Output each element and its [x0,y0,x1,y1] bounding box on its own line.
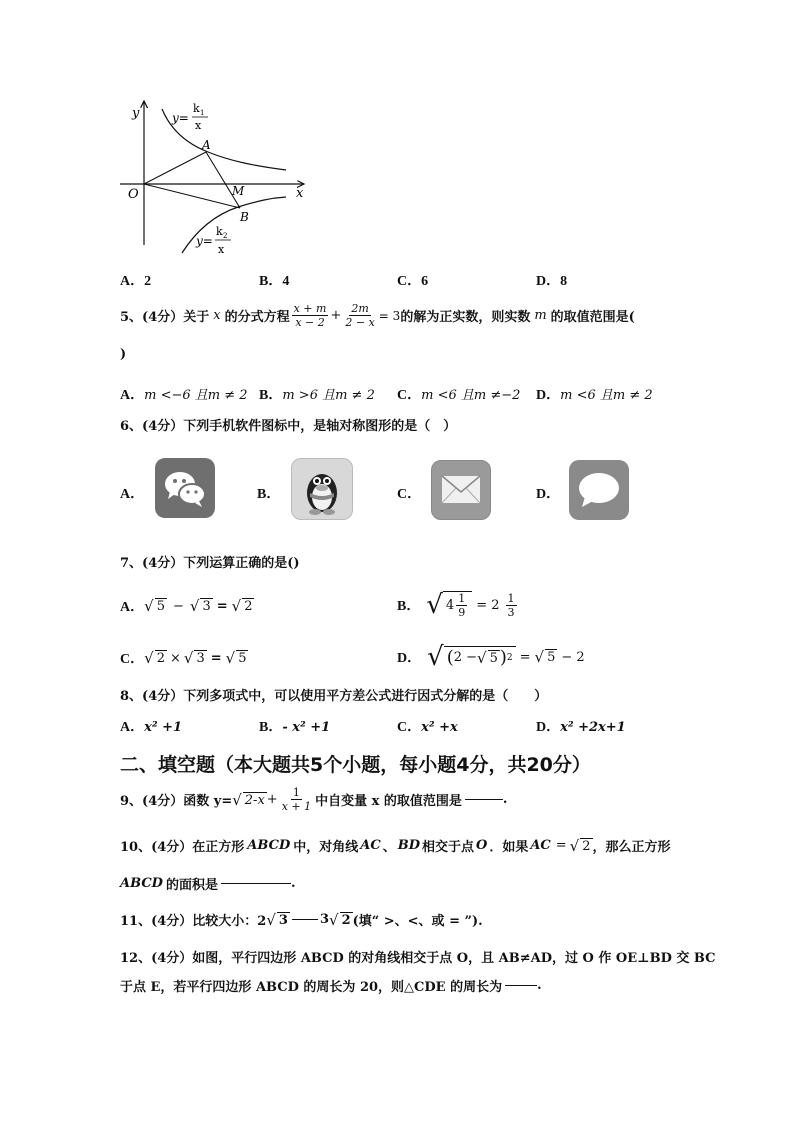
q12-answer-blank[interactable] [505,985,537,986]
q12-line-2: 于点 E，若平行四边形 ABCD 的周长为 20，则△CDE 的周长为 . [120,978,542,995]
bot-eq-sub: 2 [223,232,228,240]
q8-option-a[interactable]: A．x² +1 [120,720,183,735]
q7-option-c[interactable]: C． √ 2 × √ 3 = √ 5 [120,649,247,667]
q5-option-d[interactable]: D．m <6 且m ≠ 2 [536,388,653,403]
q8-option-c[interactable]: C．x² +x [397,720,458,735]
q5-option-a[interactable]: A．m <−6 且m ≠ 2 [120,388,248,403]
q7-option-b[interactable]: B． √ 4 $\frac{1}{9}$ = 2 $\frac{1}{3}$ [397,590,515,620]
point-b-label: B [240,210,249,224]
q10-line-1: 10、(4分）在正方形 ABCD 中，对角线 AC 、 BD 相交于点 O ．如果 AC = √ 2 ，那么正方形 [120,836,671,855]
q6-option-c-label[interactable]: C． [397,487,422,502]
q5-fraction-1: $\frac{x + m}{x - 2}$ [293,302,327,329]
q5-stem: 5、(4分）关于 x 的分式方程 $\frac{x + m}{x - 2}$ + $\frac{2m}{2 - x}$ = 3 的解为正实数，则实数 m 的取值范围是( [120,302,635,329]
q5-fraction-2: $\frac{2m}{2 - x}$ [345,302,375,329]
q5-option-b[interactable]: B．m >6 且m ≠ 2 [259,388,375,403]
q11-answer-blank[interactable] [292,919,318,920]
qq-penguin-icon[interactable] [291,458,353,520]
point-a-label: A [202,138,211,152]
top-eq-y: y= [172,111,189,125]
bot-eq-num: k [216,225,223,238]
wechat-icon[interactable] [155,458,215,518]
top-eq-den: x [195,119,202,132]
q4-option-d[interactable]: D．8 [536,274,568,289]
q9-answer-blank[interactable] [465,799,503,800]
q6-option-b-label[interactable]: B． [257,487,281,502]
segment-oa [144,152,206,184]
axis-x-label: x [296,186,304,201]
q7-stem: 7、(4分）下列运算正确的是() [120,556,300,571]
q11-stem: 11、(4分）比较大小：2 √ 3 3 √ 2 (填“ >、<、或 = ”). [120,910,483,929]
message-bubble-icon[interactable] [569,460,629,520]
axis-y-label: y [132,106,140,121]
hyperbola-figure [110,95,320,265]
q9-stem: 9、(4分）函数 y= √ 2-x + $\frac{1}{x + 1}$ 中自变量 x 的取值范围是 . [120,786,508,813]
top-eq-num: k [193,102,200,115]
q12-line-1: 12、(4分）如图，平行四边形 ABCD 的对角线相交于点 O，且 AB≠AD，过 O 作 OE⊥BD 交 BC [120,951,716,966]
q7-option-d[interactable]: D． √ ( 2 − √ 5 ) 2 = √ 5 − 2 [397,642,585,672]
q8-option-d[interactable]: D．x² +2x+1 [536,720,626,735]
q6-option-a-label[interactable]: A． [120,487,145,502]
q6-option-d-label[interactable]: D． [536,487,561,502]
q5-close-paren: ) [120,347,127,362]
point-m-label: M [232,184,245,198]
section-2-heading: 二、填空题（本大题共5个小题，每小题4分，共20分） [120,754,591,776]
top-eq-sub: 1 [200,109,205,117]
bot-eq-den: x [218,243,225,256]
q5-option-c[interactable]: C．m <6 且m ≠−2 [397,388,521,403]
origin-label: O [128,187,139,202]
bot-eq-y: y= [196,234,213,248]
q4-option-b[interactable]: B．4 [259,274,290,289]
q6-stem: 6、(4分）下列手机软件图标中，是轴对称图形的是（ ） [120,419,457,434]
q10-line-2: ABCD 的面积是 . [120,876,296,893]
q4-option-a[interactable]: A．2 [120,274,152,289]
q7-option-a[interactable]: A． √ 5 − √ 3 = √ 2 [120,597,253,615]
q4-option-c[interactable]: C．6 [397,274,429,289]
q8-option-b[interactable]: B．- x² +1 [259,720,331,735]
q10-answer-blank[interactable] [221,883,291,884]
mail-envelope-icon[interactable] [431,460,491,520]
q8-stem: 8、(4分）下列多项式中，可以使用平方差公式进行因式分解的是（ ） [120,689,548,704]
segment-ob [144,184,240,208]
